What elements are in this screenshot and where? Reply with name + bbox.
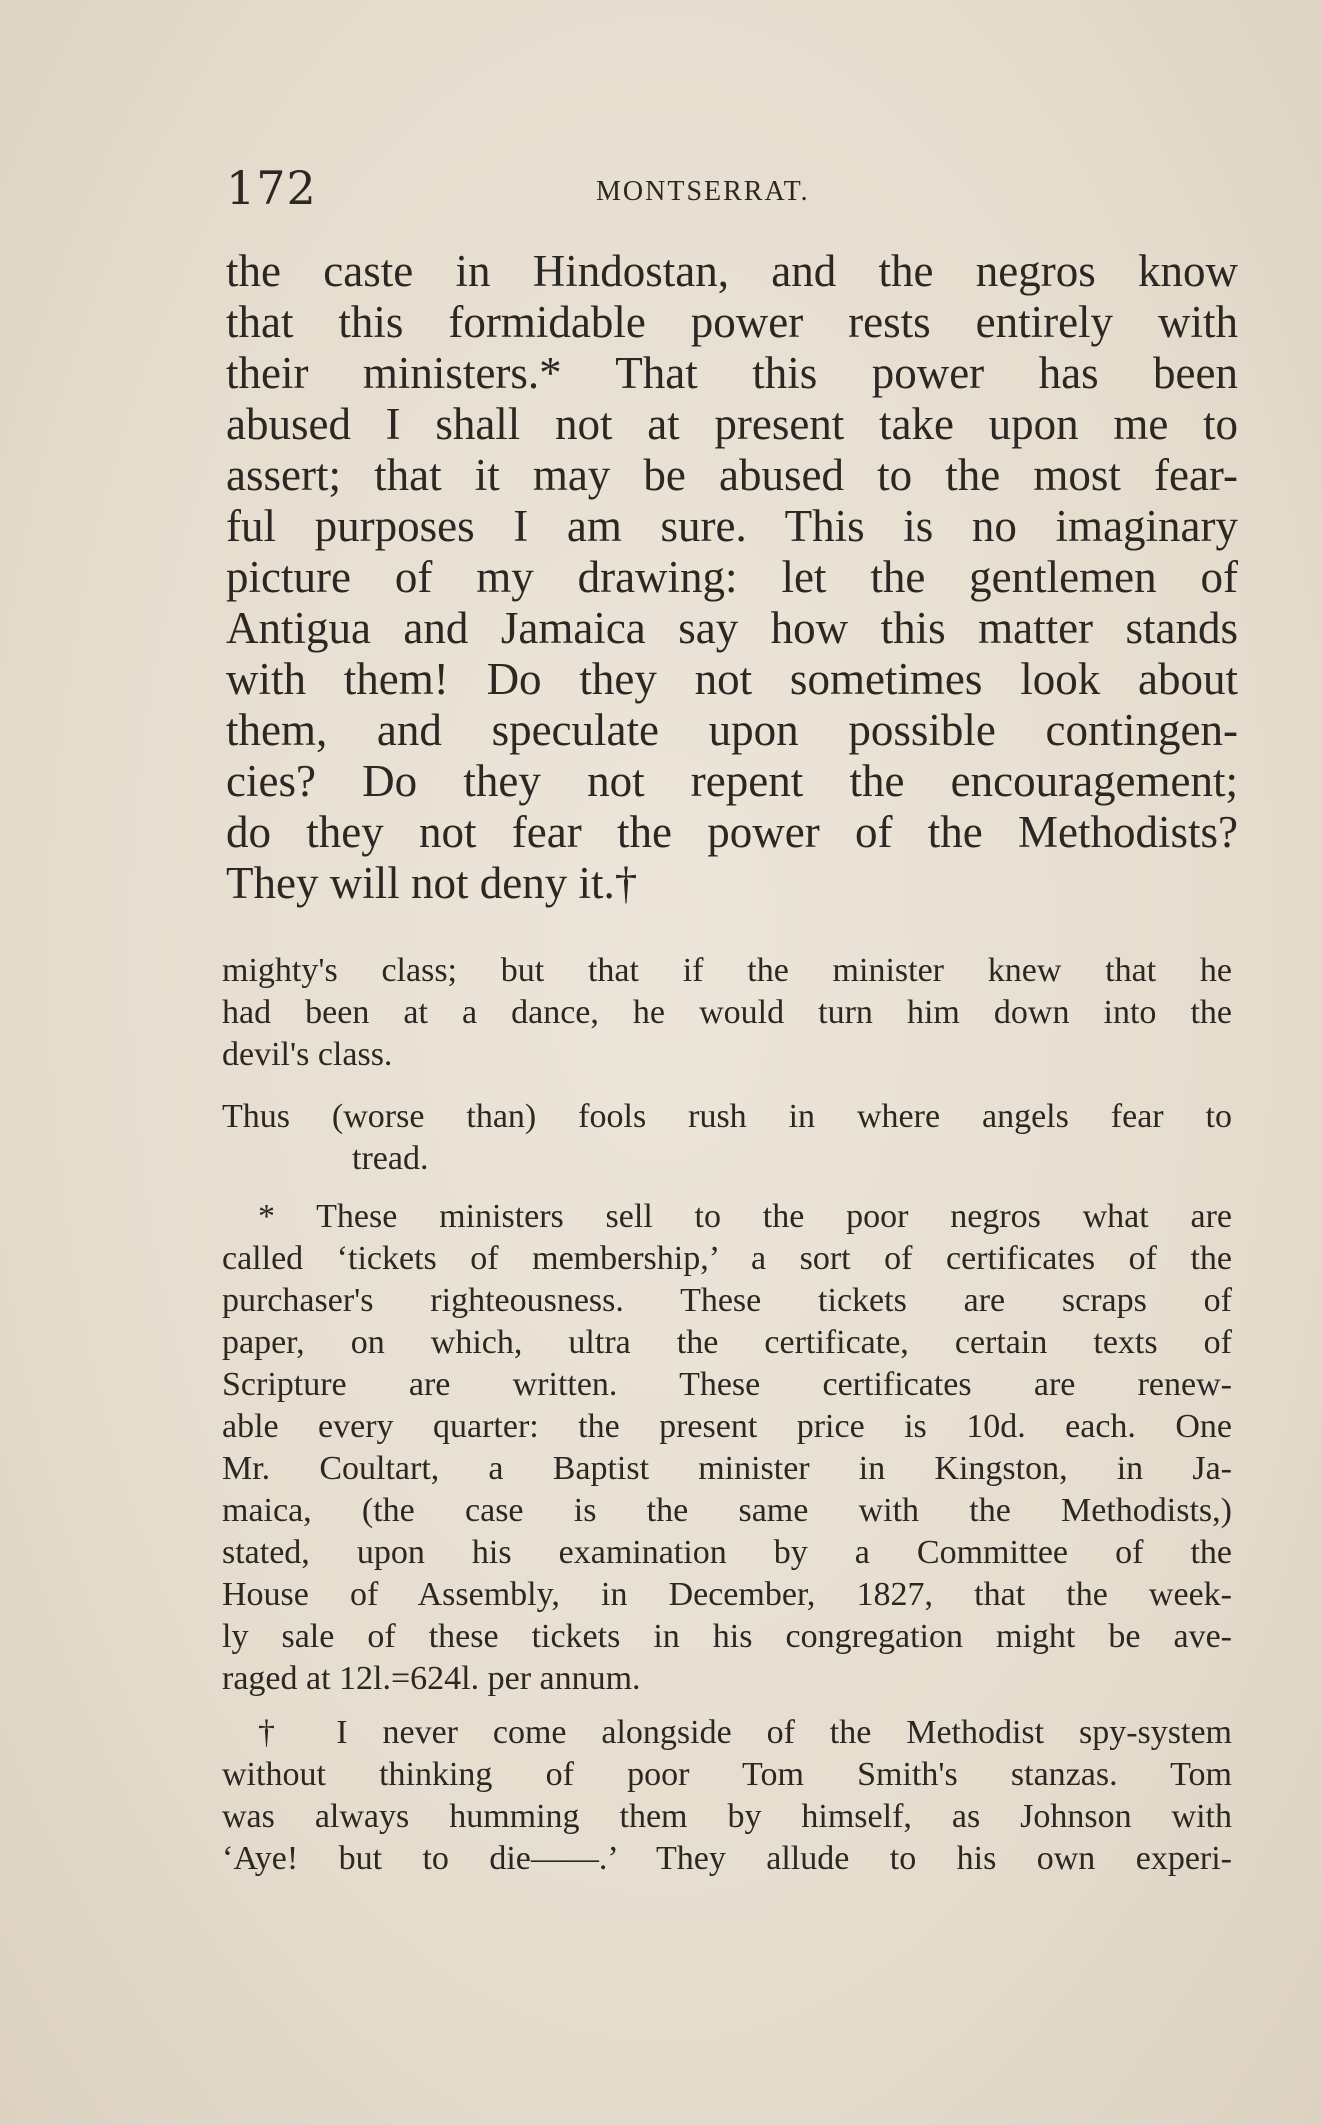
note-line: Thus (worse than) fools rush in where angels fear to [222, 1098, 1232, 1135]
note-line: maica, (the case is the same with the Methodists,) [222, 1492, 1232, 1529]
note-line: Mr. Coultart, a Baptist minister in Kingston, in Ja- [222, 1450, 1232, 1487]
footnote-dagger [222, 1712, 1232, 1880]
text-line: Antigua and Jamaica say how this matter stands [226, 603, 1238, 653]
text-line: picture of my drawing: let the gentlemen of [226, 552, 1238, 602]
main-paragraph [226, 246, 1238, 909]
page-header [226, 158, 1238, 218]
note-line: had been at a dance, he would turn him down into the [222, 994, 1232, 1031]
note-line: without thinking of poor Tom Smith's stanzas. Tom [222, 1756, 1232, 1793]
text-line: They will not deny it.† [226, 858, 638, 908]
page-number: 172 [226, 161, 317, 215]
note-line: purchaser's righteousness. These tickets are scraps of [222, 1282, 1232, 1319]
text-line: abused I shall not at present take upon me to [226, 399, 1238, 449]
text-line: their ministers.* That this power has been [226, 348, 1238, 398]
note-line: raged at 12l.=624l. per annum. [222, 1660, 641, 1697]
continued-note [222, 950, 1232, 1076]
text-line: the caste in Hindostan, and the negros know [226, 246, 1238, 296]
note-line: devil's class. [222, 1036, 393, 1073]
note-line: House of Assembly, in December, 1827, that the week- [222, 1576, 1232, 1613]
note-line: mighty's class; but that if the minister knew that he [222, 952, 1232, 989]
text-line: with them! Do they not sometimes look about [226, 654, 1238, 704]
note-line: was always humming them by himself, as Johnson with [222, 1798, 1232, 1835]
text-line: do they not fear the power of the Methodists? [226, 807, 1238, 857]
note-line: tread. [352, 1140, 429, 1177]
note-line: * These ministers sell to the poor negros what are [258, 1198, 1232, 1235]
text-line: cies? Do they not repent the encouragement; [226, 756, 1238, 806]
note-line: ‘Aye! but to die——.’ They allude to his own experi- [222, 1840, 1232, 1877]
note-line: Scripture are written. These certificates are renew- [222, 1366, 1232, 1403]
note-line: called ‘tickets of membership,’ a sort of certificates of the [222, 1240, 1232, 1277]
footnote-star [222, 1196, 1232, 1700]
note-line: stated, upon his examination by a Committee of the [222, 1534, 1232, 1571]
running-title: MONTSERRAT. [596, 176, 810, 207]
note-line: † I never come alongside of the Methodist spy-system [258, 1714, 1232, 1751]
note-line: able every quarter: the present price is 10d. each. One [222, 1408, 1232, 1445]
note-line: paper, on which, ultra the certificate, certain texts of [222, 1324, 1232, 1361]
quote-note [222, 1096, 1232, 1180]
text-line: ful purposes I am sure. This is no imaginary [226, 501, 1238, 551]
text-line: them, and speculate upon possible contingen- [226, 705, 1238, 755]
text-line: that this formidable power rests entirely with [226, 297, 1238, 347]
note-line: ly sale of these tickets in his congregation might be ave- [222, 1618, 1232, 1655]
text-line: assert; that it may be abused to the most fear- [226, 450, 1238, 500]
